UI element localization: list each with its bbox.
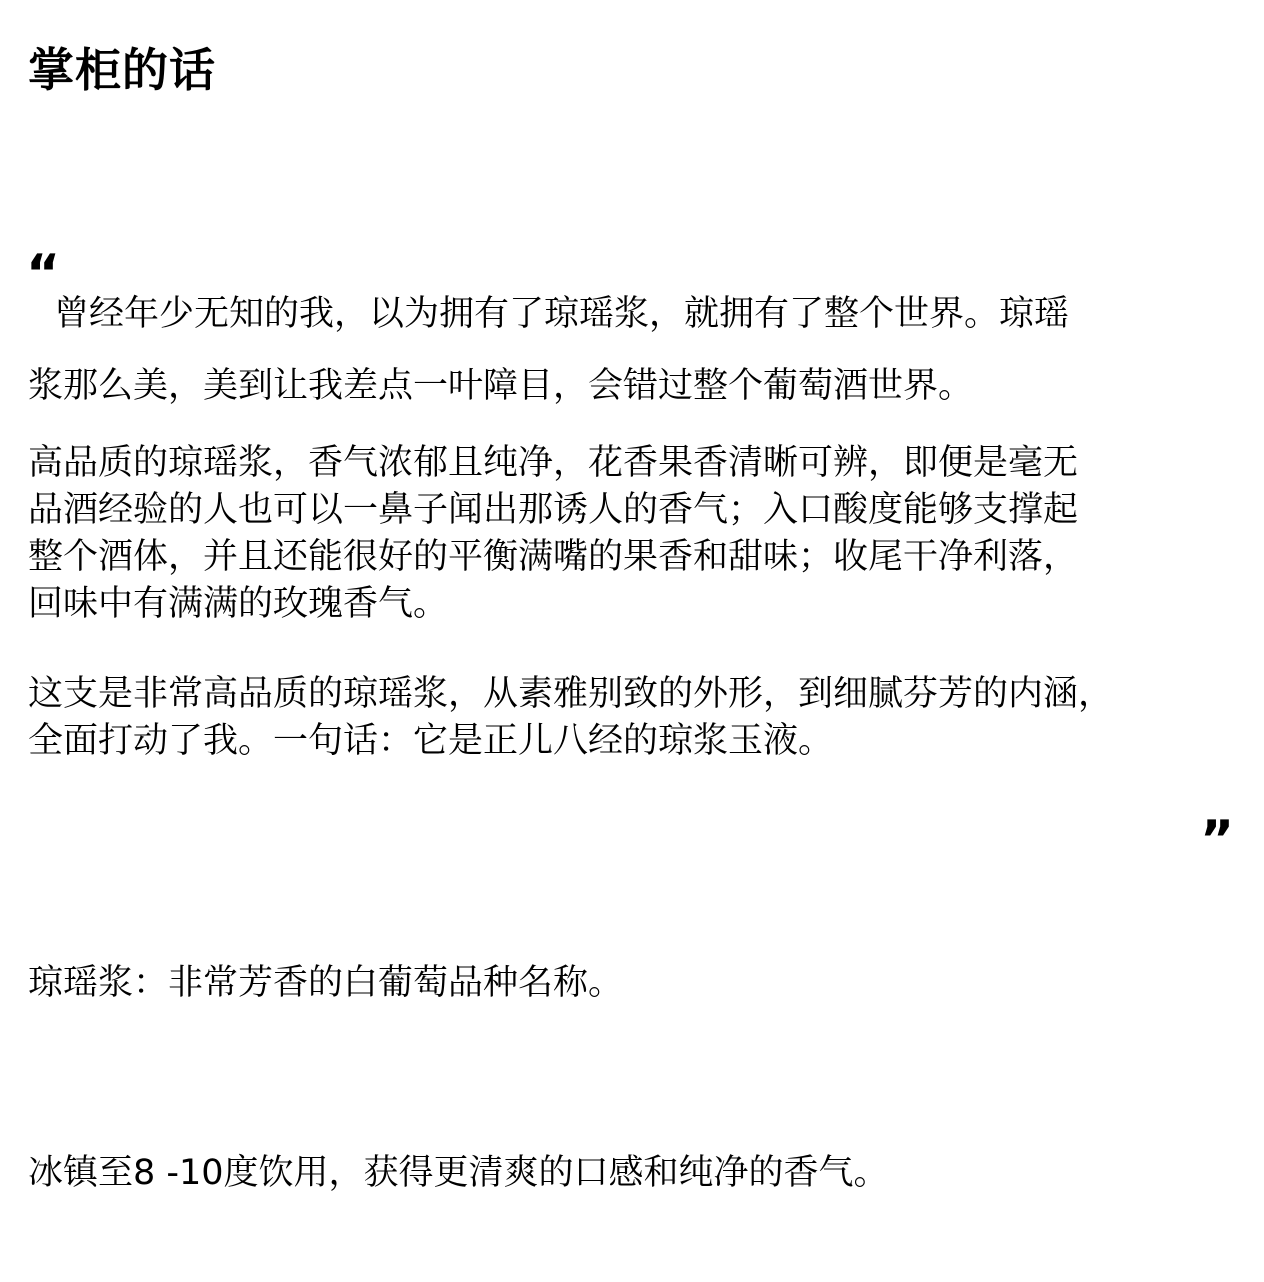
serving-temperature-note: 冰镇至8 -10度饮用，获得更清爽的口感和纯净的香气。 [28, 1153, 889, 1193]
quote-paragraph-3-line-2: 全面打动了我。一句话：它是正儿八经的琼浆玉液。 [28, 721, 834, 761]
quote-paragraph-2 [28, 440, 1078, 628]
quote-paragraph-2-line-1: 高品质的琼瑶浆，香气浓郁且纯净，花香果香清晰可辨，即便是毫无 [28, 443, 1079, 483]
quote-paragraph-3 [28, 671, 1113, 765]
open-quote-mark: “ [26, 244, 61, 304]
close-quote-mark: ” [1200, 810, 1235, 870]
quote-paragraph-2-line-3: 整个酒体，并且还能很好的平衡满嘴的果香和甜味；收尾干净利落， [28, 537, 1079, 577]
quote-paragraph-2-line-4: 回味中有满满的玫瑰香气。 [28, 584, 449, 624]
page-title: 掌柜的话 [28, 43, 216, 97]
quote-paragraph-1-line-2: 浆那么美，美到让我差点一叶障目，会错过整个葡萄酒世界。 [28, 366, 974, 406]
quote-paragraph-2-line-2: 品酒经验的人也可以一鼻子闻出那诱人的香气；入口酸度能够支撑起 [28, 490, 1079, 530]
quote-paragraph-3-line-1: 这支是非常高品质的琼瑶浆，从素雅别致的外形，到细腻芬芳的内涵， [28, 674, 1114, 714]
quote-paragraph-1-line-1: 曾经年少无知的我，以为拥有了琼瑶浆，就拥有了整个世界。琼瑶 [54, 294, 1070, 334]
quote-paragraph-1 [28, 278, 1069, 422]
grape-variety-note: 琼瑶浆：非常芳香的白葡萄品种名称。 [28, 963, 624, 1003]
